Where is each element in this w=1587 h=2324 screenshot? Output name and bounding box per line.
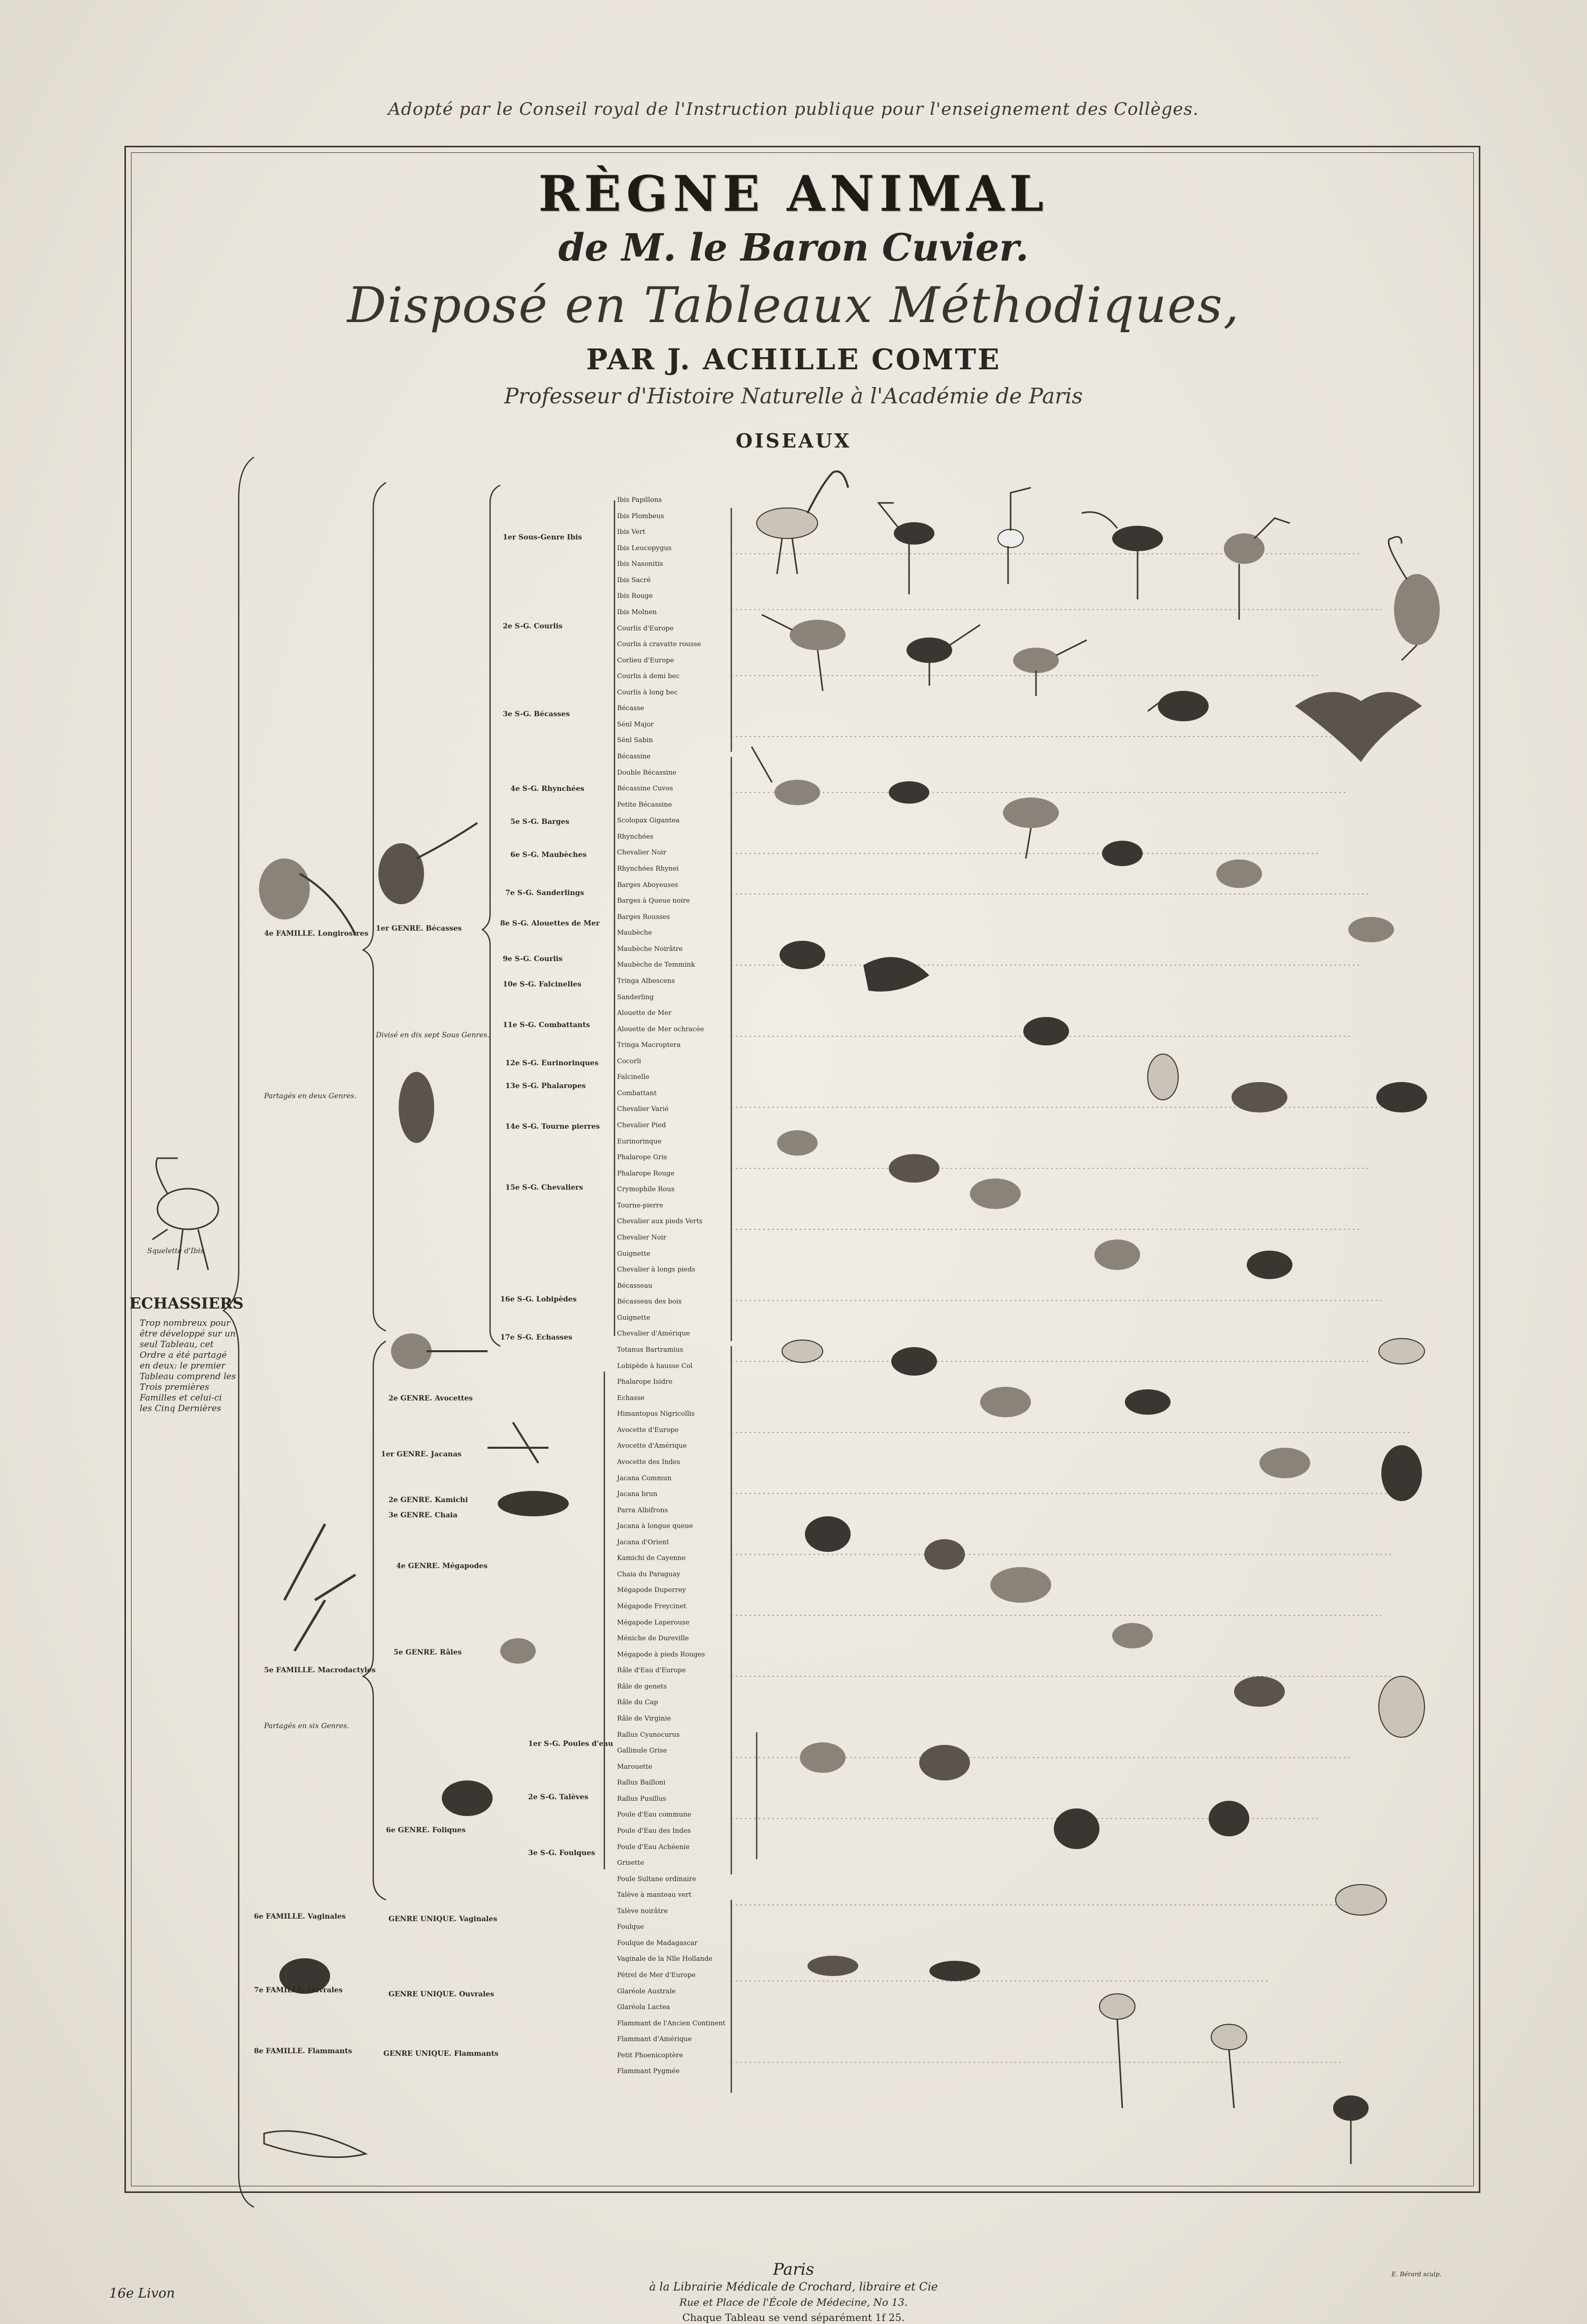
species-name: Phalarope Rouge <box>617 1169 674 1177</box>
genre-chaia: 3e GENRE. Chaia <box>388 1511 458 1519</box>
species-name: Cocorli <box>617 1057 641 1065</box>
species-name: Falcinelle <box>617 1073 650 1081</box>
genre-megapodes: 4e GENRE. Mégapodes <box>396 1562 488 1570</box>
bird-illustrations <box>152 471 1440 2164</box>
species-name: Pétrel de Mer d'Europe <box>617 1971 696 1980</box>
species-name: Sénl Sabin <box>617 737 653 745</box>
subgenre-rhynchees: 4e S-G. Rhynchées <box>510 785 585 793</box>
genre-becasses-note: Divisé en dix sept Sous Genres. <box>376 1031 490 1039</box>
species-name: Rallus Bailloni <box>617 1779 666 1787</box>
species-name: Kamichi de Cayenne <box>617 1554 686 1563</box>
species-name: Maubèche <box>617 929 652 937</box>
family-macrodactyles: 5e FAMILLE. Macrodactyles <box>264 1666 376 1674</box>
footer-livraison: 16e Livon <box>109 2286 175 2301</box>
species-name: Bécasseau <box>617 1282 653 1290</box>
subgenre-combattants: 11e S-G. Combattants <box>503 1021 590 1029</box>
footer-price: Chaque Tableau se vend séparément 1f 25. <box>682 2311 905 2323</box>
subgenre-foulques: 3e S-G. Foulques <box>528 1849 595 1857</box>
species-name: Chevalier aux pieds Verts <box>617 1218 703 1226</box>
species-name: Courlis d'Europe <box>617 624 674 632</box>
species-name: Râle de Virginie <box>617 1714 671 1723</box>
title-subtitle: Disposé en Tableaux Méthodiques, <box>347 277 1240 334</box>
species-name: Foulque <box>617 1923 644 1931</box>
subgenre-poules-d-eau: 1er S-G. Poules d'eau <box>528 1740 613 1748</box>
species-name: Foulque de Madagascar <box>617 1939 698 1947</box>
species-name: Corlieu d'Europe <box>617 656 674 664</box>
species-name: Avocette des Indes <box>617 1458 681 1466</box>
species-name: Poule d'Eau Achéenie <box>617 1843 690 1851</box>
species-name: Glaréola Lactea <box>617 2003 670 2012</box>
footer-engraver: E. Bérard sculp. <box>1391 2271 1442 2278</box>
subgenre-chevaliers: 15e S-G. Chevaliers <box>505 1184 584 1192</box>
species-name: Jacana brun <box>617 1490 658 1499</box>
species-name: Bécassine <box>617 753 651 761</box>
species-name: Jacana d'Orient <box>617 1538 669 1546</box>
species-name: Tringa Macroptera <box>617 1041 681 1049</box>
species-name: Ibis Molnen <box>617 608 657 616</box>
genre-jacanas: 1er GENRE. Jacanas <box>381 1450 462 1458</box>
footer-publisher: à la Librairie Médicale de Crochard, libraire et Cie <box>649 2281 938 2294</box>
species-name: Bécasse <box>617 705 644 713</box>
species-name: Mégapode Duperrey <box>617 1586 686 1595</box>
species-name: Crymophile Rous <box>617 1186 675 1194</box>
subgenre-taleves: 2e S-G. Talèves <box>528 1793 589 1801</box>
species-name: Petite Bécassine <box>617 801 672 809</box>
species-name: Jacana Commun <box>617 1474 672 1482</box>
species-name: Râle de genets <box>617 1682 667 1691</box>
subgenre-barges: 5e S-G. Barges <box>510 818 570 826</box>
subgenre-courlis-2: 9e S-G. Courlis <box>503 955 563 963</box>
family-longirostres-note: Partagés en deux Genres. <box>264 1092 357 1100</box>
species-name: Chevalier d'Amérique <box>617 1330 690 1338</box>
family-longirostres: 4e FAMILLE. Longirostres <box>264 930 369 938</box>
species-name: Chevalier Varié <box>617 1105 669 1113</box>
genre-unique-ouvrales: GENRE UNIQUE. Ouvrales <box>388 1990 495 1998</box>
species-name: Ibis Sacré <box>617 576 651 584</box>
genre-unique-flammants: GENRE UNIQUE. Flammants <box>383 2050 499 2058</box>
species-name: Chevalier Pied <box>617 1122 666 1130</box>
species-name: Ibis Vert <box>617 528 645 536</box>
species-name: Ibis Papillons <box>617 496 662 504</box>
species-name: Echasse <box>617 1394 644 1402</box>
species-name: Courlis à long bec <box>617 688 678 696</box>
species-name: Alouette de Mer <box>617 1009 672 1017</box>
footer-address: Rue et Place de l'École de Médecine, No 13. <box>679 2296 908 2308</box>
species-name: Avocette d'Europe <box>617 1426 679 1434</box>
species-name: Chaia du Paraguay <box>617 1570 681 1578</box>
species-name: Himantopus Nigricollis <box>617 1410 695 1418</box>
family-macrodactyles-note: Partagés en six Genres. <box>264 1722 349 1730</box>
adoption-note: Adopté par le Conseil royal de l'Instruction publique pour l'enseignement des Collèges. <box>388 99 1199 119</box>
genre-avocettes: 2e GENRE. Avocettes <box>388 1394 473 1403</box>
species-name: Maubèche de Temmink <box>617 961 695 969</box>
species-name: Vaginale de la Nlle Hollande <box>617 1955 712 1963</box>
species-name: Bécassine Cuvos <box>617 785 673 793</box>
species-name: Barges Aboyeuses <box>617 881 678 889</box>
species-name: Rhynchées <box>617 833 654 841</box>
species-name: Râle du Cap <box>617 1699 658 1707</box>
species-name: Eurinorinque <box>617 1137 662 1145</box>
subgenre-becasses: 3e S-G. Bécasses <box>503 710 570 718</box>
species-name: Courlis à demi bec <box>617 673 680 681</box>
species-name: Tringa Albescens <box>617 977 675 985</box>
species-name: Barges à Queue noire <box>617 897 690 905</box>
species-name: Poule Sultane ordinaire <box>617 1875 696 1883</box>
subgenre-courlis: 2e S-G. Courlis <box>503 622 563 630</box>
species-name: Totanus Bartramius <box>617 1346 684 1354</box>
genre-unique-vaginales: GENRE UNIQUE. Vaginales <box>388 1915 498 1923</box>
species-name: Flammant d'Amérique <box>617 2035 692 2044</box>
subgenre-falcinelles: 10e S-G. Falcinelles <box>503 980 581 989</box>
species-name: Tourne-pierre <box>617 1201 663 1209</box>
title-author: de M. le Baron Cuvier. <box>558 226 1029 270</box>
species-name: Mégapode Laperouse <box>617 1618 690 1627</box>
genre-foliques: 6e GENRE. Foliques <box>386 1826 466 1834</box>
subgenre-sanderlings: 7e S-G. Sanderlings <box>505 889 585 897</box>
subgenre-eurinorinques: 12e S-G. Eurinorinques <box>505 1059 599 1067</box>
subgenre-lobipedes: 16e S-G. Lobipèdes <box>500 1295 577 1303</box>
species-name: Petit Phoenicoptère <box>617 2051 684 2059</box>
species-name: Avocette d'Amérique <box>617 1442 687 1450</box>
species-name: Sénl Major <box>617 720 654 728</box>
species-name: Parra Albifrons <box>617 1506 668 1514</box>
species-name: Chevalier Noir <box>617 849 667 857</box>
species-name: Méniche de Dureville <box>617 1635 689 1643</box>
species-name: Guignette <box>617 1314 651 1322</box>
subgenre-phalaropes: 13e S-G. Phalaropes <box>505 1082 586 1090</box>
species-name: Phalarope Gris <box>617 1154 667 1162</box>
subgenre-alouettes-de-mer: 8e S-G. Alouettes de Mer <box>500 919 600 928</box>
species-name: Phalarope Isidre <box>617 1378 673 1386</box>
section-title: OISEAUX <box>735 429 852 452</box>
species-name: Poule d'Eau commune <box>617 1811 692 1819</box>
species-name: Grisette <box>617 1859 644 1867</box>
species-name: Sanderling <box>617 993 654 1001</box>
genre-kamichi: 2e GENRE. Kamichi <box>388 1496 468 1504</box>
species-name: Ibis Leucopygus <box>617 544 672 552</box>
species-name: Ibis Plombeus <box>617 512 664 520</box>
species-name: Poule d'Eau des Indes <box>617 1827 691 1835</box>
main-title: RÈGNE ANIMAL <box>538 165 1049 222</box>
family-vaginales: 6e FAMILLE. Vaginales <box>254 1913 346 1921</box>
footer-city: Paris <box>772 2259 815 2279</box>
species-name: Lobipède à hausse Col <box>617 1362 693 1370</box>
species-name: Double Bécassine <box>617 769 676 777</box>
subgenre-tourne-pierres: 14e S-G. Tourne pierres <box>505 1123 600 1131</box>
genre-rales: 5e GENRE. Râles <box>394 1648 462 1657</box>
species-name: Flammant Pygmée <box>617 2067 680 2076</box>
order-description: Trop nombreux pour être développé sur un seul Tableau, cet Ordre a été partagé en deux: le premier Tableau comprend les Trois premières Familles et celui-ci les Cinq Dernières <box>140 1318 236 1414</box>
title-by: PAR J. ACHILLE COMTE <box>586 343 1001 376</box>
species-name: Flammant de l'Ancien Continent <box>617 2019 726 2027</box>
species-name: Râle d'Eau d'Europe <box>617 1667 686 1675</box>
species-name: Guignette <box>617 1250 651 1258</box>
species-name: Ibis Nasonitis <box>617 560 663 568</box>
species-name: Chevalier à longs pieds <box>617 1266 695 1274</box>
species-name: Mégapode Freycinet <box>617 1603 687 1611</box>
species-name: Ibis Rouge <box>617 592 653 600</box>
species-name: Talève noirâtre <box>617 1907 668 1915</box>
species-name: Combattant <box>617 1089 657 1097</box>
species-name: Maubèche Noirâtre <box>617 945 683 953</box>
species-name: Gallinule Grise <box>617 1747 667 1755</box>
subgenre-echasses: 17e S-G. Echasses <box>500 1333 572 1342</box>
order-name: ECHASSIERS <box>129 1295 244 1313</box>
skeleton-caption: Squelette d'Ibis <box>147 1247 204 1255</box>
genre-becasses: 1er GENRE. Bécasses <box>376 925 462 933</box>
species-name: Marouette <box>617 1763 653 1771</box>
subgenre-maubeches: 6e S-G. Maubèches <box>510 851 587 859</box>
species-name: Bécasseau des bois <box>617 1298 682 1306</box>
species-name: Alouette de Mer ochracée <box>617 1025 704 1033</box>
species-name: Scolopax Gigantea <box>617 817 680 825</box>
species-name: Mégapode à pieds Rouges <box>617 1650 705 1659</box>
species-name: Glaréole Australe <box>617 1987 676 1995</box>
author-title: Professeur d'Histoire Naturelle à l'Académie de Paris <box>504 384 1083 408</box>
species-name: Chevalier Noir <box>617 1234 667 1242</box>
species-name: Rallus Pusillus <box>617 1795 666 1803</box>
species-name: Rallus Cyanocurus <box>617 1731 680 1739</box>
species-name: Jacana à longue queue <box>617 1522 693 1531</box>
species-name: Rhynchées Rhynei <box>617 865 679 873</box>
family-ouvrales: 7e FAMILLE. Ouvrales <box>254 1986 343 1994</box>
species-name: Talève à manteau vert <box>617 1891 692 1899</box>
subgenre-ibis: 1er Sous-Genre Ibis <box>503 533 582 542</box>
species-name: Courlis à cravatte rousse <box>617 641 701 649</box>
family-flammants: 8e FAMILLE. Flammants <box>254 2047 352 2055</box>
species-name: Barges Rousses <box>617 913 670 921</box>
